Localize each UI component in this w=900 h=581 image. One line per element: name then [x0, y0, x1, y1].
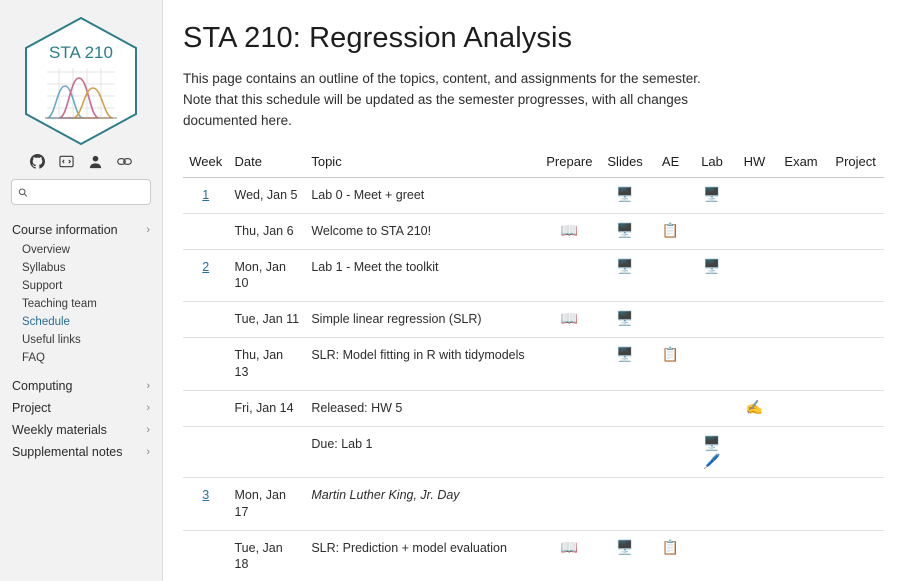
- column-header-slides: Slides: [599, 148, 652, 178]
- chevron-right-icon: ›: [146, 423, 150, 436]
- cell-slides[interactable]: [599, 302, 652, 338]
- page-title: STA 210: Regression Analysis: [183, 22, 573, 54]
- cell-ae: [651, 177, 689, 213]
- computer-icon[interactable]: 🖥️: [703, 257, 721, 274]
- schedule-table-head: [183, 148, 884, 178]
- note-icon[interactable]: 📋: [661, 221, 680, 238]
- sidebar-section-computing[interactable]: [0, 375, 162, 397]
- code-icon[interactable]: [59, 154, 74, 169]
- chevron-right-icon: ›: [146, 379, 150, 392]
- cell-project: [827, 390, 884, 426]
- cell-lab: [690, 390, 734, 426]
- cell-project: [827, 426, 884, 477]
- cell-exam: [775, 177, 828, 213]
- icon-stack: [696, 436, 728, 468]
- social-links: [0, 154, 162, 169]
- cell-date: Thu, Jan 6: [229, 213, 306, 249]
- cell-week[interactable]: [183, 477, 229, 530]
- computer-icon[interactable]: 🖥️: [616, 185, 634, 202]
- pencil-icon[interactable]: ✍️: [745, 398, 764, 415]
- cell-date: [229, 426, 306, 477]
- cell-ae: [651, 249, 689, 302]
- cell-topic: Welcome to STA 210!: [305, 213, 540, 249]
- cell-project: [827, 530, 884, 581]
- icon-stack: [696, 259, 728, 273]
- cell-project: [827, 213, 884, 249]
- cell-ae[interactable]: [651, 530, 689, 581]
- cell-ae: [651, 390, 689, 426]
- sidebar-section-course-information[interactable]: [0, 219, 162, 241]
- cell-hw: [734, 213, 774, 249]
- book-icon[interactable]: 📖: [560, 221, 579, 238]
- table-row: [183, 477, 884, 530]
- chevron-right-icon: ›: [146, 445, 150, 458]
- cell-topic: Martin Luther King, Jr. Day: [305, 477, 540, 530]
- cell-date: Tue, Jan 11: [229, 302, 306, 338]
- cell-week[interactable]: [183, 177, 229, 213]
- table-row: [183, 426, 884, 477]
- computer-icon[interactable]: 🖥️: [703, 434, 721, 451]
- icon-stack: [696, 187, 728, 201]
- column-header-topic: Topic: [305, 148, 540, 178]
- icon-stack: [657, 540, 683, 554]
- column-header-project: Project: [827, 148, 884, 178]
- cell-week: [183, 530, 229, 581]
- computer-icon[interactable]: 🖥️: [703, 185, 721, 202]
- cell-lab[interactable]: [690, 249, 734, 302]
- hex-logo-icon: [19, 14, 143, 148]
- icon-stack: [546, 540, 593, 554]
- cell-slides: [599, 426, 652, 477]
- icon-stack: [740, 400, 768, 414]
- schedule-table: [183, 148, 884, 581]
- cell-hw: [734, 177, 774, 213]
- column-header-week: Week: [183, 148, 229, 178]
- cell-prepare: [540, 338, 599, 391]
- cell-prepare[interactable]: [540, 530, 599, 581]
- cell-slides[interactable]: [599, 338, 652, 391]
- cell-hw: [734, 302, 774, 338]
- computer-icon[interactable]: 🖥️: [616, 310, 634, 327]
- column-header-hw: HW: [734, 148, 774, 178]
- chevron-right-icon: ›: [146, 223, 150, 236]
- sidebar-nav: [0, 219, 162, 463]
- cell-prepare: [540, 177, 599, 213]
- cell-hw[interactable]: [734, 390, 774, 426]
- icon-stack: [605, 347, 646, 361]
- sidebar-item-teaching-team[interactable]: Teaching team: [22, 298, 97, 310]
- sidebar-item-useful-links[interactable]: Useful links: [22, 334, 81, 346]
- cell-topic: SLR: Prediction + model evaluation: [305, 530, 540, 581]
- cell-lab[interactable]: [690, 426, 734, 477]
- column-header-exam: Exam: [775, 148, 828, 178]
- cell-lab: [690, 213, 734, 249]
- table-row: [183, 338, 884, 391]
- cell-project: [827, 338, 884, 391]
- cell-hw: [734, 426, 774, 477]
- search-icon: [18, 187, 28, 198]
- sidebar-section-label: Project: [12, 401, 51, 415]
- cell-lab: [690, 477, 734, 530]
- computer-icon[interactable]: 🖥️: [616, 221, 634, 238]
- cell-ae: [651, 426, 689, 477]
- cell-slides: [599, 477, 652, 530]
- icon-stack: [657, 223, 683, 237]
- course-logo[interactable]: [0, 8, 162, 148]
- cell-exam: [775, 530, 828, 581]
- icon-stack: [546, 311, 593, 325]
- sidebar-item-schedule[interactable]: Schedule: [22, 316, 70, 328]
- svg-text:STA 210: STA 210: [49, 43, 113, 62]
- book-icon[interactable]: 📖: [560, 310, 579, 327]
- note-icon[interactable]: 📋: [661, 346, 680, 363]
- week-link[interactable]: 1: [202, 187, 210, 202]
- cell-hw: [734, 249, 774, 302]
- sidebar-item-syllabus[interactable]: Syllabus: [22, 262, 66, 274]
- sidebar-item-faq[interactable]: FAQ: [22, 352, 46, 364]
- cell-slides[interactable]: [599, 177, 652, 213]
- search-input[interactable]: [32, 185, 144, 199]
- cell-date: Thu, Jan 13: [229, 338, 306, 391]
- cell-date: Mon, Jan 17: [229, 477, 306, 530]
- icon-stack: [605, 259, 646, 273]
- sidebar-section-supplemental-notes[interactable]: [0, 441, 162, 463]
- cell-week: [183, 213, 229, 249]
- cell-exam: [775, 390, 828, 426]
- week-link[interactable]: 3: [202, 487, 210, 502]
- page-intro: This page contains an outline of the topics, content, and assignments for the semester. Note that this schedule will be updated as the semester progresses, with all changes documented here.: [183, 71, 701, 128]
- table-row: [183, 390, 884, 426]
- cell-topic: Lab 0 - Meet + greet: [305, 177, 540, 213]
- cell-exam: [775, 213, 828, 249]
- cell-lab: [690, 338, 734, 391]
- cell-project: [827, 177, 884, 213]
- sidebar-section-label: Course information: [12, 223, 118, 237]
- cell-prepare[interactable]: [540, 302, 599, 338]
- chevron-right-icon: ›: [146, 401, 150, 414]
- cell-hw: [734, 477, 774, 530]
- cell-topic: SLR: Model fitting in R with tidymodels: [305, 338, 540, 391]
- icon-stack: [546, 223, 593, 237]
- cell-prepare[interactable]: [540, 213, 599, 249]
- column-header-ae: AE: [651, 148, 689, 178]
- cell-slides[interactable]: [599, 249, 652, 302]
- sidebar-item-overview[interactable]: Overview: [22, 244, 70, 256]
- link-icon[interactable]: [117, 154, 132, 169]
- sidebar-section-weekly-materials[interactable]: [0, 419, 162, 441]
- cell-prepare: [540, 249, 599, 302]
- cell-week: [183, 426, 229, 477]
- sidebar-section-project[interactable]: [0, 397, 162, 419]
- cell-lab[interactable]: [690, 177, 734, 213]
- cell-date: Mon, Jan 10: [229, 249, 306, 302]
- table-header-row: [183, 148, 884, 178]
- column-header-date: Date: [229, 148, 306, 178]
- note-icon[interactable]: 📋: [661, 538, 680, 555]
- cell-week: [183, 338, 229, 391]
- cell-week: [183, 302, 229, 338]
- cell-ae: [651, 302, 689, 338]
- cell-slides[interactable]: [599, 213, 652, 249]
- cell-exam: [775, 249, 828, 302]
- cell-date: Wed, Jan 5: [229, 177, 306, 213]
- icon-stack: [605, 540, 646, 554]
- cell-exam: [775, 426, 828, 477]
- table-row: [183, 213, 884, 249]
- column-header-lab: Lab: [690, 148, 734, 178]
- cell-date: Tue, Jan 18: [229, 530, 306, 581]
- main-content: [163, 0, 900, 581]
- cell-ae[interactable]: [651, 338, 689, 391]
- table-row: [183, 177, 884, 213]
- cell-hw: [734, 338, 774, 391]
- cell-prepare: [540, 426, 599, 477]
- cell-exam: [775, 477, 828, 530]
- sidebar-item-support[interactable]: Support: [22, 280, 63, 292]
- sidebar-section-label: Weekly materials: [12, 423, 107, 437]
- computer-icon[interactable]: 🖥️: [616, 538, 634, 555]
- cell-ae: [651, 477, 689, 530]
- github-icon[interactable]: [30, 154, 45, 169]
- column-header-prepare: Prepare: [540, 148, 599, 178]
- table-row: [183, 302, 884, 338]
- cell-project: [827, 302, 884, 338]
- cell-date: Fri, Jan 14: [229, 390, 306, 426]
- cell-topic: Due: Lab 1: [305, 426, 540, 477]
- cell-topic: Simple linear regression (SLR): [305, 302, 540, 338]
- sidebar-section-label: Supplemental notes: [12, 445, 123, 459]
- cell-topic: Released: HW 5: [305, 390, 540, 426]
- sidebar-section-label: Computing: [12, 379, 73, 393]
- icon-stack: [605, 311, 646, 325]
- cell-lab: [690, 530, 734, 581]
- cell-project: [827, 249, 884, 302]
- week-link[interactable]: 2: [202, 259, 210, 274]
- cell-slides: [599, 390, 652, 426]
- computer-icon[interactable]: 🖥️: [616, 346, 634, 363]
- cell-week[interactable]: [183, 249, 229, 302]
- person-icon[interactable]: [88, 154, 103, 169]
- computer-icon[interactable]: 🖥️: [616, 257, 634, 274]
- cell-slides[interactable]: [599, 530, 652, 581]
- cell-prepare: [540, 477, 599, 530]
- cell-ae[interactable]: [651, 213, 689, 249]
- table-row: [183, 249, 884, 302]
- cell-project: [827, 477, 884, 530]
- cell-lab: [690, 302, 734, 338]
- cell-exam: [775, 338, 828, 391]
- icon-stack: [657, 347, 683, 361]
- pen-icon[interactable]: 🖊️: [703, 452, 721, 469]
- cell-exam: [775, 302, 828, 338]
- schedule-table-body: [183, 177, 884, 581]
- search-box[interactable]: [11, 179, 151, 205]
- cell-prepare: [540, 390, 599, 426]
- cell-topic: Lab 1 - Meet the toolkit: [305, 249, 540, 302]
- cell-week: [183, 390, 229, 426]
- book-icon[interactable]: 📖: [560, 538, 579, 555]
- icon-stack: [605, 187, 646, 201]
- cell-hw: [734, 530, 774, 581]
- icon-stack: [605, 223, 646, 237]
- table-row: [183, 530, 884, 581]
- sidebar: [0, 0, 163, 581]
